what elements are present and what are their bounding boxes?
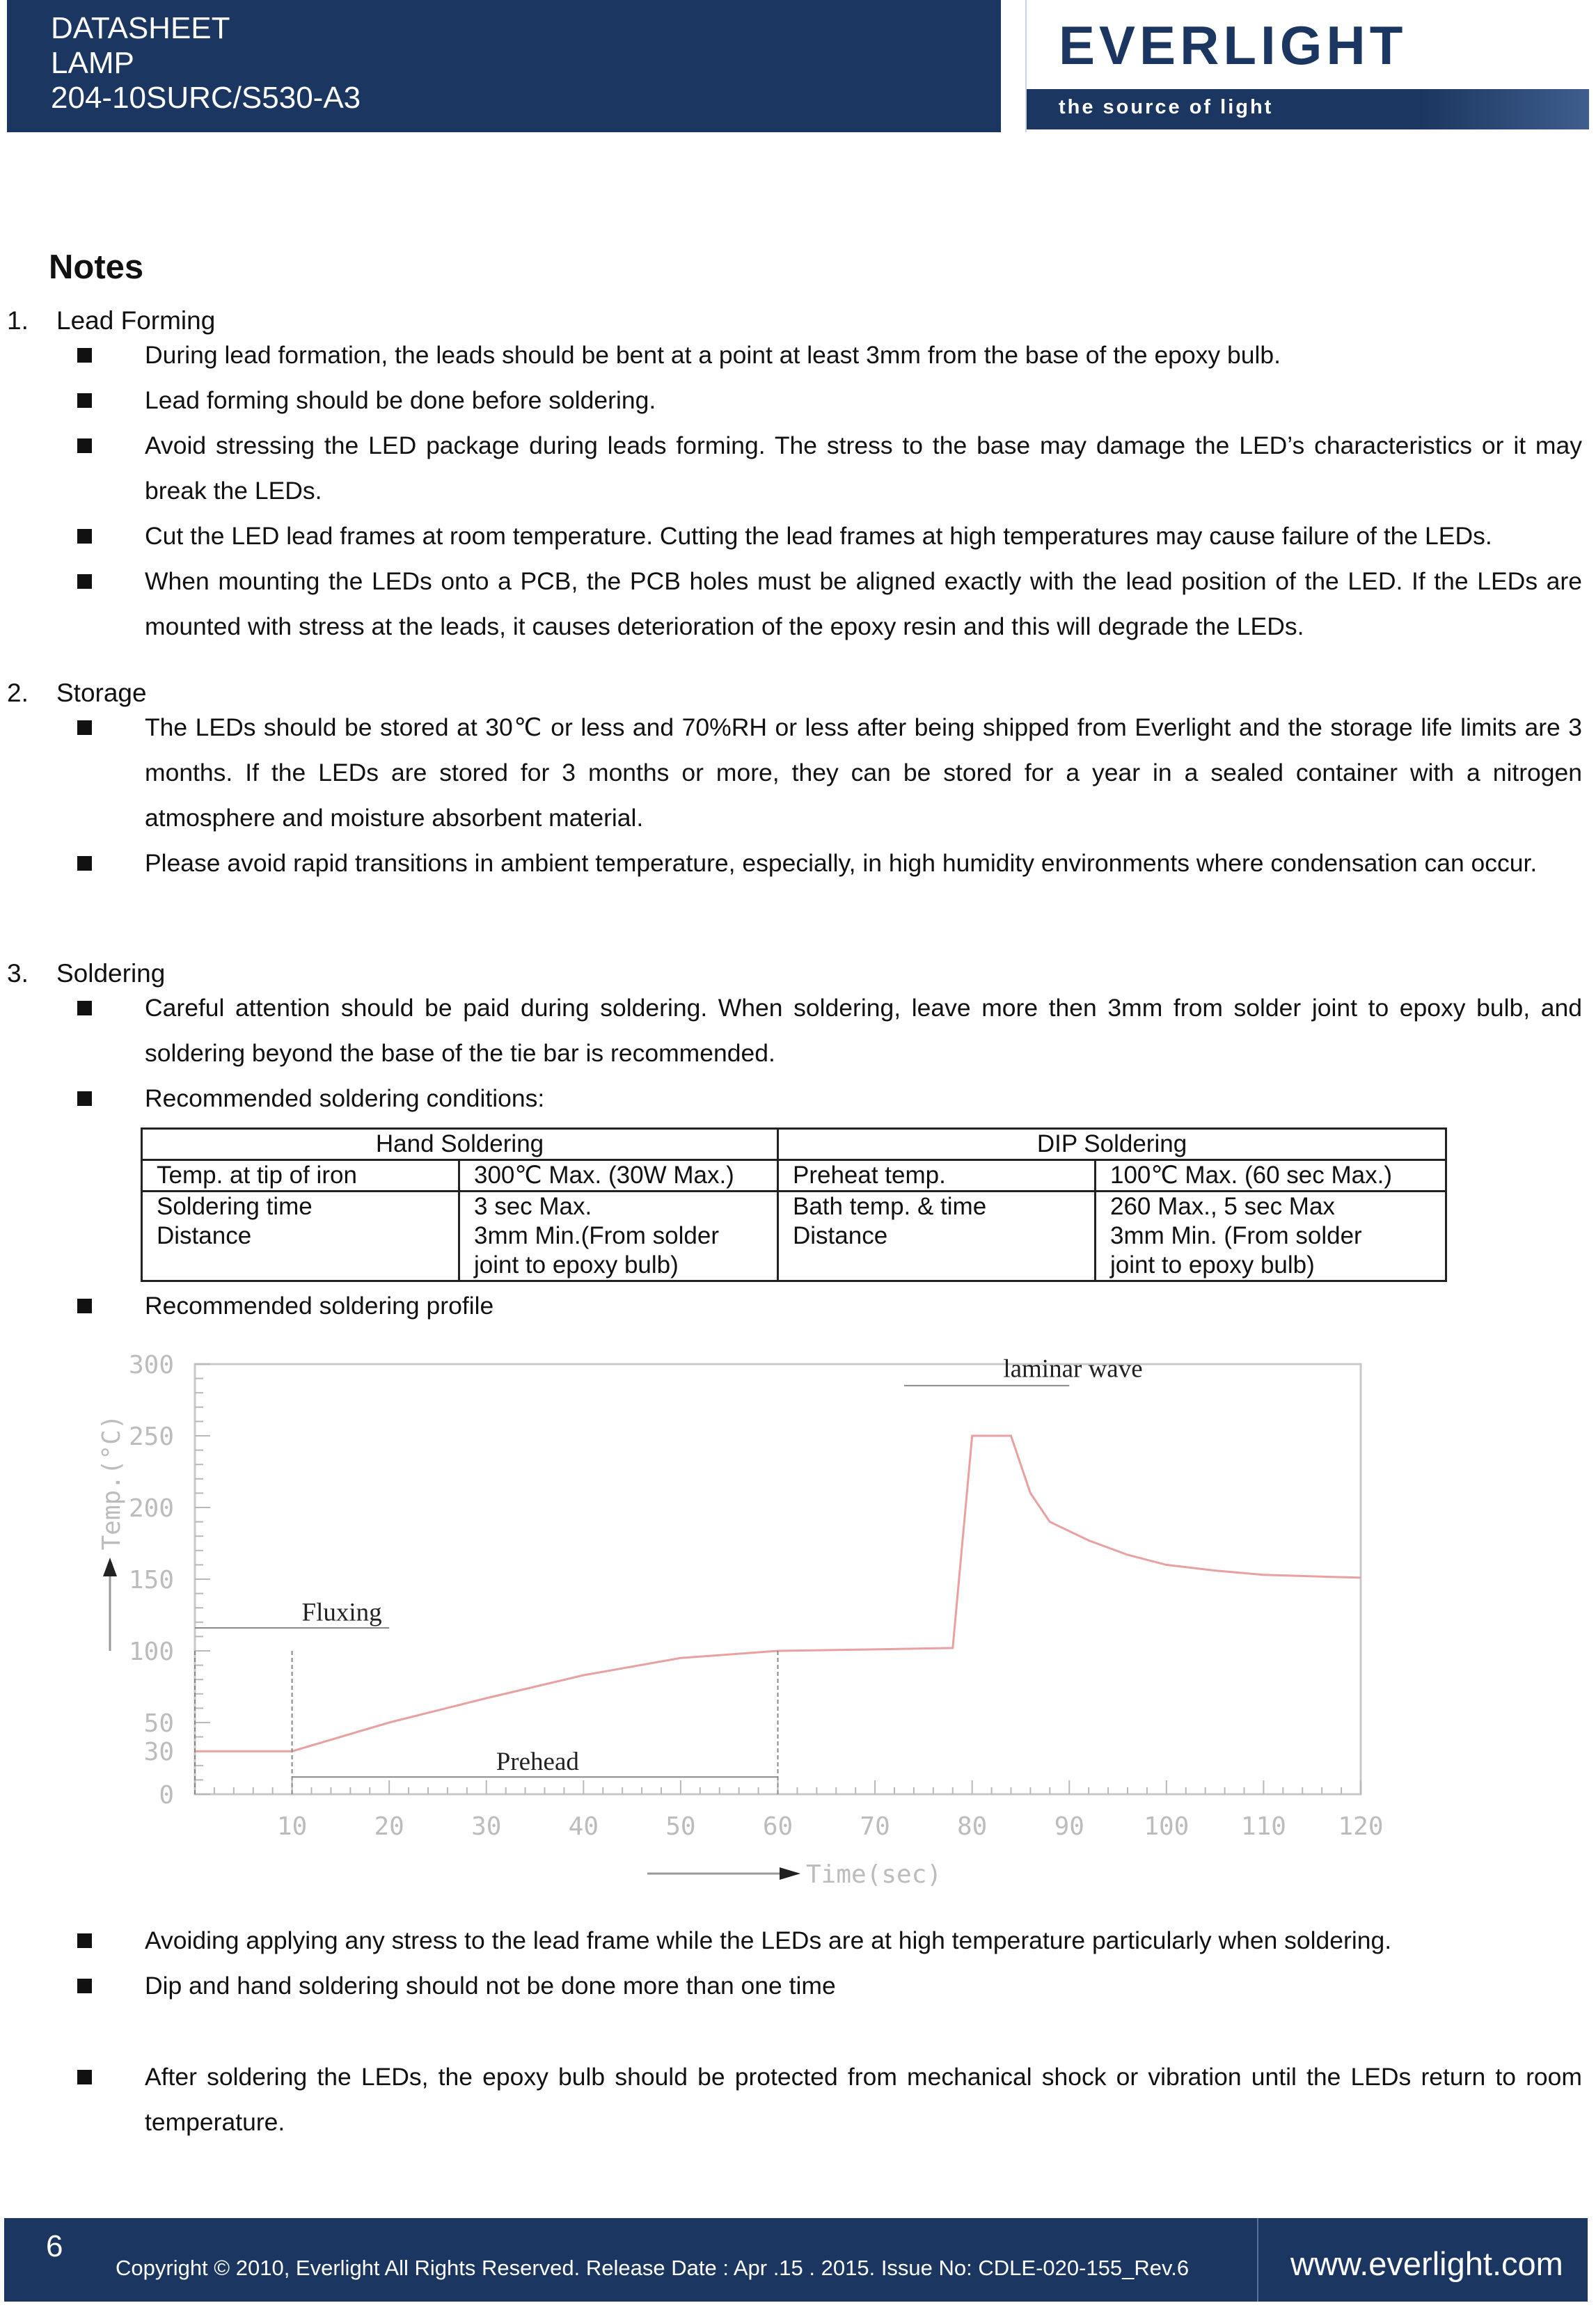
- website-link[interactable]: www.everlight.com: [1290, 2245, 1563, 2282]
- bullet-icon: [77, 393, 92, 408]
- table-row: [142, 1221, 1446, 1251]
- product-family: LAMP: [51, 46, 134, 80]
- soldering-conditions-table: [141, 1127, 1447, 1282]
- y-tick-label: 250: [128, 1423, 174, 1451]
- list-item: Careful attention should be paid during soldering. When soldering, leave more then 3mm from solder joint to epoxy bulb, and soldering beyond the base of the tie bar is recommended.: [145, 994, 1582, 1067]
- section-number: 1.: [7, 306, 29, 335]
- bullet-icon: [77, 1001, 92, 1015]
- table-cell: 3mm Min. (From solder: [1096, 1221, 1446, 1251]
- x-tick-label: 70: [860, 1812, 890, 1841]
- tagline-bar: [1027, 89, 1589, 129]
- list-item: During lead formation, the leads should be bent at a point at least 3mm from the base of the epoxy bulb.: [145, 341, 1281, 369]
- brand-logo: [1025, 0, 1589, 132]
- section-number: 2.: [7, 679, 29, 707]
- x-tick-label: 60: [762, 1812, 793, 1841]
- table-cell: joint to epoxy bulb): [1096, 1251, 1446, 1281]
- list-item: Avoid stressing the LED package during leads forming. The stress to the base may damage the LED’s characteristics or it may break the LEDs.: [145, 432, 1582, 505]
- y-tick-label: 200: [128, 1494, 174, 1523]
- y-tick-label: 100: [128, 1638, 174, 1666]
- table-cell: 3 sec Max.: [459, 1192, 778, 1222]
- x-tick-label: 30: [471, 1812, 502, 1841]
- doc-type: DATASHEET: [51, 11, 230, 45]
- profile-series-line: [195, 1436, 1361, 1751]
- footer-divider: [1257, 2218, 1258, 2302]
- table-cell: Soldering time: [142, 1192, 459, 1222]
- table-cell: 100℃ Max. (60 sec Max.): [1096, 1160, 1446, 1192]
- annotation-fluxing: Fluxing: [301, 1598, 382, 1627]
- table-row: [142, 1192, 1446, 1222]
- bullet-icon: [77, 1933, 92, 1948]
- bullet-icon: [77, 529, 92, 544]
- list-item: Recommended soldering profile: [145, 1292, 494, 1320]
- x-tick-label: 90: [1054, 1812, 1084, 1841]
- footer: [4, 2218, 1588, 2302]
- y-axis-arrow-head: [103, 1558, 117, 1576]
- bullet-icon: [77, 856, 92, 871]
- bullet-icon: [77, 1091, 92, 1106]
- list-item: Cut the LED lead frames at room temperature. Cutting the lead frames at high temperatures may cause failure of the LEDs.: [145, 522, 1492, 550]
- header-title-block: [7, 0, 1001, 132]
- y-tick-label: 0: [159, 1781, 174, 1810]
- x-tick-label: 10: [276, 1812, 308, 1841]
- list-item: After soldering the LEDs, the epoxy bulb should be protected from mechanical shock or vibration until the LEDs return to room temperature.: [145, 2063, 1582, 2136]
- bullet-icon: [77, 720, 92, 735]
- section-number: 3.: [7, 959, 29, 988]
- x-tick-label: 120: [1338, 1812, 1384, 1841]
- hand-soldering-header: Hand Soldering: [142, 1129, 778, 1160]
- table-cell: 300℃ Max. (30W Max.): [459, 1160, 778, 1192]
- annotation-prehead: Prehead: [496, 1747, 579, 1776]
- annotation-laminar-wave: laminar wave: [1003, 1354, 1143, 1384]
- table-cell: 260 Max., 5 sec Max: [1096, 1192, 1446, 1222]
- part-number: 204-10SURC/S530-A3: [51, 81, 361, 115]
- list-item: Avoiding applying any stress to the lead frame while the LEDs are at high temperature particularly when soldering.: [145, 1926, 1392, 1954]
- list-item: When mounting the LEDs onto a PCB, the PCB holes must be aligned exactly with the lead position of the LED. If the LEDs are mounted with stress at the leads, it causes deterioration of the epoxy resin and this will degrade the LEDs.: [145, 567, 1582, 640]
- table-cell: Bath temp. & time: [778, 1192, 1096, 1222]
- bullet-icon: [77, 348, 92, 363]
- list-item: Please avoid rapid transitions in ambient temperature, especially, in high humidity environments where condensation can occur.: [145, 849, 1538, 877]
- table-row: [142, 1160, 1446, 1192]
- section-label: Storage: [56, 679, 147, 707]
- section-label: Soldering: [56, 959, 166, 988]
- x-tick-label: 110: [1240, 1812, 1286, 1841]
- bullet-icon: [77, 2070, 92, 2084]
- x-tick-label: 50: [665, 1812, 696, 1841]
- table-cell: Temp. at tip of iron: [142, 1160, 459, 1192]
- copyright-notice: Copyright © 2010, Everlight All Rights Reserved. Release Date : Apr .15 . 2015. Issue No: CDLE-020-155_Rev.6: [116, 2256, 1190, 2280]
- table-cell: Preheat temp.: [778, 1160, 1096, 1192]
- notes-title: Notes: [49, 248, 144, 286]
- bullet-icon: [77, 438, 92, 453]
- x-tick-label: 20: [374, 1812, 404, 1841]
- y-tick-label: 30: [143, 1738, 174, 1767]
- list-item: Recommended soldering conditions:: [145, 1084, 545, 1112]
- x-axis-label: Time(sec): [806, 1860, 942, 1889]
- section-label: Lead Forming: [56, 306, 216, 335]
- bullet-icon: [77, 1299, 92, 1313]
- table-cell: joint to epoxy bulb): [459, 1251, 778, 1281]
- x-tick-label: 80: [956, 1812, 988, 1841]
- y-tick-label: 50: [143, 1709, 174, 1738]
- soldering-profile-chart: [0, 1336, 1596, 1914]
- table-header-row: [142, 1129, 1446, 1160]
- table-cell: Distance: [142, 1221, 459, 1281]
- y-axis-label: Temp.(°C): [97, 1414, 126, 1551]
- brand-name: EVERLIGHT: [1059, 15, 1407, 76]
- bullet-icon: [77, 574, 92, 589]
- y-tick-label: 300: [128, 1351, 174, 1379]
- dip-soldering-header: DIP Soldering: [778, 1129, 1446, 1160]
- x-axis-arrow-head: [780, 1867, 800, 1880]
- brand-tagline: the source of light: [1059, 96, 1274, 118]
- page-number: 6: [46, 2229, 63, 2263]
- bullet-icon: [77, 1979, 92, 1993]
- table-cell: Distance: [778, 1221, 1096, 1281]
- x-tick-label: 100: [1144, 1812, 1190, 1841]
- list-item: Dip and hand soldering should not be done more than one time: [145, 1972, 836, 2000]
- x-tick-label: 40: [568, 1812, 599, 1841]
- list-item: Lead forming should be done before soldering.: [145, 386, 656, 414]
- list-item: The LEDs should be stored at 30℃ or less and 70%RH or less after being shipped from Everlight and the storage life limits are 3 months. If the LEDs are stored for 3 months or more, they can be stored for a year in a sealed container with a nitrogen atmosphere and moisture absorbent material.: [145, 713, 1582, 832]
- y-tick-label: 150: [128, 1566, 174, 1594]
- table-cell: 3mm Min.(From solder: [459, 1221, 778, 1251]
